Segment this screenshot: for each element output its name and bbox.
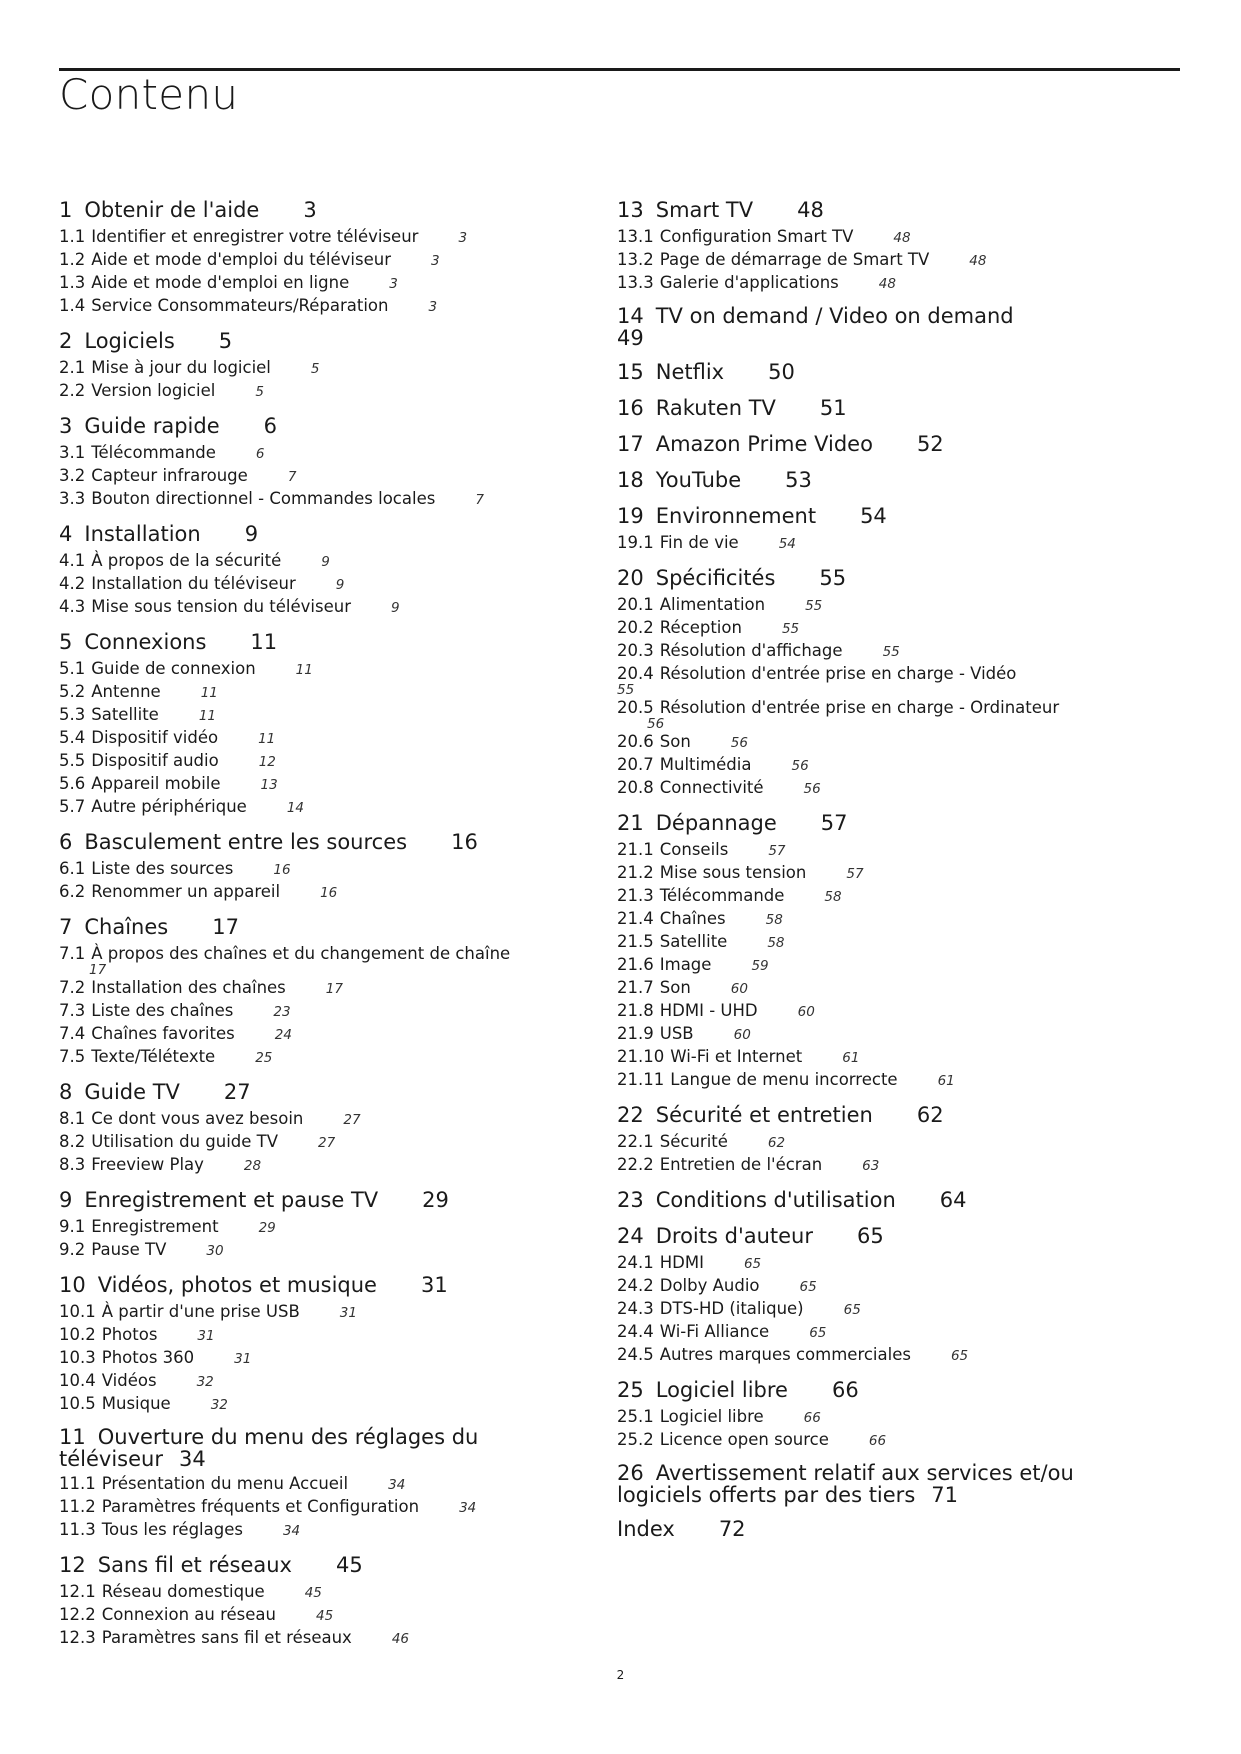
toc-subentry[interactable]: 8.1 Ce dont vous avez besoin 27 bbox=[59, 1109, 361, 1128]
toc-subentry[interactable]: 24.3 DTS-HD (italique) 65 bbox=[617, 1299, 861, 1318]
toc-index bbox=[617, 1516, 1177, 1542]
toc-chapter bbox=[59, 629, 559, 819]
chapter-title[interactable]: 14 TV on demand / Video on demand 49 bbox=[617, 304, 1014, 350]
toc-subentry[interactable]: 4.3 Mise sous tension du téléviseur 9 bbox=[59, 597, 400, 616]
toc-subentry[interactable]: 22.1 Sécurité 62 bbox=[617, 1132, 786, 1151]
toc-subentry[interactable]: 7.1 À propos des chaînes et du changement de chaîne 17 bbox=[59, 944, 511, 978]
chapter-title[interactable]: 16 Rakuten TV 51 bbox=[617, 396, 847, 420]
toc-subentry[interactable]: 24.5 Autres marques commerciales 65 bbox=[617, 1345, 969, 1364]
toc-subentry[interactable]: 21.4 Chaînes 58 bbox=[617, 909, 783, 928]
toc-subentry[interactable]: 21.6 Image 59 bbox=[617, 955, 769, 974]
toc-chapter bbox=[59, 1426, 559, 1542]
chapter-title[interactable]: 24 Droits d'auteur 65 bbox=[617, 1224, 884, 1248]
toc-subentry[interactable]: 4.1 À propos de la sécurité 9 bbox=[59, 551, 330, 570]
toc-subentry[interactable]: 5.2 Antenne 11 bbox=[59, 682, 218, 701]
toc-chapter bbox=[59, 197, 559, 318]
toc-subentry[interactable]: 5.3 Satellite 11 bbox=[59, 705, 217, 724]
toc-left-column bbox=[59, 197, 559, 1660]
chapter-title[interactable]: 19 Environnement 54 bbox=[617, 504, 887, 528]
toc-subentry[interactable]: 8.2 Utilisation du guide TV 27 bbox=[59, 1132, 336, 1151]
toc-subentry[interactable]: 21.8 HDMI - UHD 60 bbox=[617, 1001, 815, 1020]
toc-chapter bbox=[617, 1102, 1177, 1177]
chapter-title[interactable]: 4 Installation 9 bbox=[59, 522, 259, 546]
toc-subentry[interactable]: 10.4 Vidéos 32 bbox=[59, 1371, 214, 1390]
toc-subentry[interactable]: 1.3 Aide et mode d'emploi en ligne 3 bbox=[59, 273, 398, 292]
toc-subentry[interactable]: 24.2 Dolby Audio 65 bbox=[617, 1276, 817, 1295]
toc-subentry[interactable]: 1.2 Aide et mode d'emploi du téléviseur 3 bbox=[59, 250, 440, 269]
toc-subentry[interactable]: 5.4 Dispositif vidéo 11 bbox=[59, 728, 276, 747]
toc-chapter bbox=[617, 197, 1177, 295]
toc-subentry[interactable]: 9.1 Enregistrement 29 bbox=[59, 1217, 276, 1236]
toc-subentry[interactable]: 5.1 Guide de connexion 11 bbox=[59, 659, 313, 678]
toc-subentry[interactable]: 24.4 Wi-Fi Alliance 65 bbox=[617, 1322, 827, 1341]
toc-chapter bbox=[59, 914, 559, 1069]
chapter-title[interactable]: 11 Ouverture du menu des réglages du téléviseur 34 bbox=[59, 1425, 479, 1471]
toc-subentry[interactable]: 1.1 Identifier et enregistrer votre téléviseur 3 bbox=[59, 227, 468, 246]
toc-chapter bbox=[59, 1187, 559, 1262]
chapter-title[interactable]: 23 Conditions d'utilisation 64 bbox=[617, 1188, 967, 1212]
toc-chapter bbox=[617, 1223, 1177, 1367]
chapter-title[interactable]: 1 Obtenir de l'aide 3 bbox=[59, 198, 317, 222]
chapter-title[interactable]: 15 Netflix 50 bbox=[617, 360, 795, 384]
chapter-title[interactable]: 25 Logiciel libre 66 bbox=[617, 1378, 859, 1402]
toc-subentry[interactable]: 21.1 Conseils 57 bbox=[617, 840, 786, 859]
toc-chapter bbox=[59, 521, 559, 619]
toc-subentry-group bbox=[617, 594, 1177, 663]
chapter-title[interactable]: 20 Spécificités 55 bbox=[617, 566, 847, 590]
toc-subentry[interactable]: 5.6 Appareil mobile 13 bbox=[59, 774, 278, 793]
toc-subentry[interactable]: 12.2 Connexion au réseau 45 bbox=[59, 1605, 334, 1624]
toc-subentry[interactable]: 6.2 Renommer un appareil 16 bbox=[59, 882, 338, 901]
toc-subentry[interactable]: 5.5 Dispositif audio 12 bbox=[59, 751, 276, 770]
toc-subentry[interactable]: 7.5 Texte/Télétexte 25 bbox=[59, 1047, 273, 1066]
chapter-title[interactable]: 12 Sans fil et réseaux 45 bbox=[59, 1553, 363, 1577]
toc-subentry[interactable]: 20.4 Résolution d'entrée prise en charge - Vidéo 55 bbox=[617, 664, 1017, 698]
toc-subentry[interactable]: 21.5 Satellite 58 bbox=[617, 932, 785, 951]
toc-chapter bbox=[617, 431, 1177, 457]
chapter-title[interactable]: 5 Connexions 11 bbox=[59, 630, 278, 654]
toc-subentry[interactable]: 11.3 Tous les réglages 34 bbox=[59, 1520, 301, 1539]
toc-chapter bbox=[617, 305, 1177, 349]
toc-chapter bbox=[617, 467, 1177, 493]
chapter-title[interactable]: 7 Chaînes 17 bbox=[59, 915, 239, 939]
chapter-title[interactable]: 13 Smart TV 48 bbox=[617, 198, 824, 222]
toc-subentry[interactable]: 10.1 À partir d'une prise USB 31 bbox=[59, 1302, 357, 1321]
index-title[interactable]: Index 72 bbox=[617, 1517, 746, 1541]
toc-subentry[interactable]: 20.7 Multimédia 56 bbox=[617, 755, 809, 774]
toc-subentry[interactable]: 20.5 Résolution d'entrée prise en charge - Ordinateur 56 bbox=[617, 698, 1060, 732]
toc-subentry[interactable]: 21.2 Mise sous tension 57 bbox=[617, 863, 864, 882]
toc-subentry[interactable]: 12.1 Réseau domestique 45 bbox=[59, 1582, 322, 1601]
toc-subentry[interactable]: 20.8 Connectivité 56 bbox=[617, 778, 821, 797]
toc-subentry[interactable]: 19.1 Fin de vie 54 bbox=[617, 533, 796, 552]
toc-chapter bbox=[59, 328, 559, 403]
toc-subentry[interactable]: 3.2 Capteur infrarouge 7 bbox=[59, 466, 297, 485]
toc-subentry[interactable]: 10.3 Photos 360 31 bbox=[59, 1348, 252, 1367]
toc-chapter bbox=[617, 565, 1177, 800]
toc-subentry[interactable]: 6.1 Liste des sources 16 bbox=[59, 859, 291, 878]
chapter-title[interactable]: 2 Logiciels 5 bbox=[59, 329, 233, 353]
toc-subentry[interactable]: 3.1 Télécommande 6 bbox=[59, 443, 265, 462]
toc-subentry[interactable]: 10.5 Musique 32 bbox=[59, 1394, 228, 1413]
toc-subentry[interactable]: 12.3 Paramètres sans fil et réseaux 46 bbox=[59, 1628, 410, 1647]
toc-subentry[interactable]: 3.3 Bouton directionnel - Commandes locales 7 bbox=[59, 489, 484, 508]
toc-chapter bbox=[59, 1272, 559, 1416]
toc-subentry[interactable]: 13.3 Galerie d'applications 48 bbox=[617, 273, 896, 292]
chapter-title[interactable]: 26 Avertissement relatif aux services et/ou logiciels offerts par des tiers 71 bbox=[617, 1461, 1074, 1507]
toc-subentry[interactable]: 24.1 HDMI 65 bbox=[617, 1253, 762, 1272]
toc-subentry[interactable]: 10.2 Photos 31 bbox=[59, 1325, 215, 1344]
toc-subentry[interactable]: 21.3 Télécommande 58 bbox=[617, 886, 842, 905]
toc-subentry[interactable]: 20.1 Alimentation 55 bbox=[617, 595, 823, 614]
page-number: 2 bbox=[616, 1668, 625, 1682]
toc-subentry[interactable]: 5.7 Autre périphérique 14 bbox=[59, 797, 304, 816]
toc-chapter bbox=[617, 395, 1177, 421]
chapter-title[interactable]: 10 Vidéos, photos et musique 31 bbox=[59, 1273, 448, 1297]
chapter-title[interactable]: 21 Dépannage 57 bbox=[617, 811, 848, 835]
toc-subentry[interactable]: 7.2 Installation des chaînes 17 bbox=[59, 978, 343, 997]
toc-subentry[interactable]: 2.2 Version logiciel 5 bbox=[59, 381, 264, 400]
toc-subentry[interactable]: 22.2 Entretien de l'écran 63 bbox=[617, 1155, 880, 1174]
toc-chapter bbox=[617, 810, 1177, 1092]
toc-chapter bbox=[59, 413, 559, 511]
toc-subentry[interactable]: 20.2 Réception 55 bbox=[617, 618, 800, 637]
toc-chapter bbox=[617, 1377, 1177, 1452]
toc-chapter bbox=[59, 829, 559, 904]
chapter-title[interactable]: 18 YouTube 53 bbox=[617, 468, 812, 492]
chapter-title[interactable]: 22 Sécurité et entretien 62 bbox=[617, 1103, 944, 1127]
toc-subentry[interactable]: 2.1 Mise à jour du logiciel 5 bbox=[59, 358, 320, 377]
toc-chapter bbox=[617, 359, 1177, 385]
toc-chapter bbox=[617, 1187, 1177, 1213]
page-title: Contenu bbox=[59, 70, 239, 119]
toc-subentry[interactable]: 11.2 Paramètres fréquents et Configuration 34 bbox=[59, 1497, 477, 1516]
toc-subentry-group bbox=[617, 731, 1177, 800]
toc-subentry[interactable]: 4.2 Installation du téléviseur 9 bbox=[59, 574, 345, 593]
toc-subentry[interactable]: 20.6 Son 56 bbox=[617, 732, 748, 751]
toc-subentry[interactable]: 9.2 Pause TV 30 bbox=[59, 1240, 224, 1259]
chapter-title[interactable]: 6 Basculement entre les sources 16 bbox=[59, 830, 478, 854]
toc-subentry[interactable]: 7.4 Chaînes favorites 24 bbox=[59, 1024, 292, 1043]
toc-chapter bbox=[59, 1079, 559, 1177]
toc-subentry[interactable]: 21.11 Langue de menu incorrecte 61 bbox=[617, 1070, 955, 1089]
chapter-title[interactable]: 3 Guide rapide 6 bbox=[59, 414, 278, 438]
chapter-title[interactable]: 8 Guide TV 27 bbox=[59, 1080, 251, 1104]
toc-chapter bbox=[59, 1552, 559, 1650]
toc-subentry[interactable]: 8.3 Freeview Play 28 bbox=[59, 1155, 262, 1174]
chapter-title[interactable]: 17 Amazon Prime Video 52 bbox=[617, 432, 944, 456]
toc-subentry[interactable]: 13.2 Page de démarrage de Smart TV 48 bbox=[617, 250, 987, 269]
toc-chapter bbox=[617, 1462, 1177, 1506]
toc-subentry[interactable]: 21.10 Wi-Fi et Internet 61 bbox=[617, 1047, 860, 1066]
toc-subentry[interactable]: 20.3 Résolution d'affichage 55 bbox=[617, 641, 900, 660]
toc-chapter bbox=[617, 503, 1177, 555]
toc-right-column bbox=[617, 197, 1177, 1552]
toc-subentry[interactable]: 11.1 Présentation du menu Accueil 34 bbox=[59, 1474, 406, 1493]
toc-subentry[interactable]: 25.2 Licence open source 66 bbox=[617, 1430, 887, 1449]
toc-subentry[interactable]: 21.9 USB 60 bbox=[617, 1024, 751, 1043]
toc-subentry[interactable]: 1.4 Service Consommateurs/Réparation 3 bbox=[59, 296, 438, 315]
toc-subentry[interactable]: 13.1 Configuration Smart TV 48 bbox=[617, 227, 911, 246]
toc-subentry[interactable]: 25.1 Logiciel libre 66 bbox=[617, 1407, 821, 1426]
chapter-title[interactable]: 9 Enregistrement et pause TV 29 bbox=[59, 1188, 449, 1212]
toc-subentry[interactable]: 21.7 Son 60 bbox=[617, 978, 748, 997]
toc-subentry[interactable]: 7.3 Liste des chaînes 23 bbox=[59, 1001, 291, 1020]
